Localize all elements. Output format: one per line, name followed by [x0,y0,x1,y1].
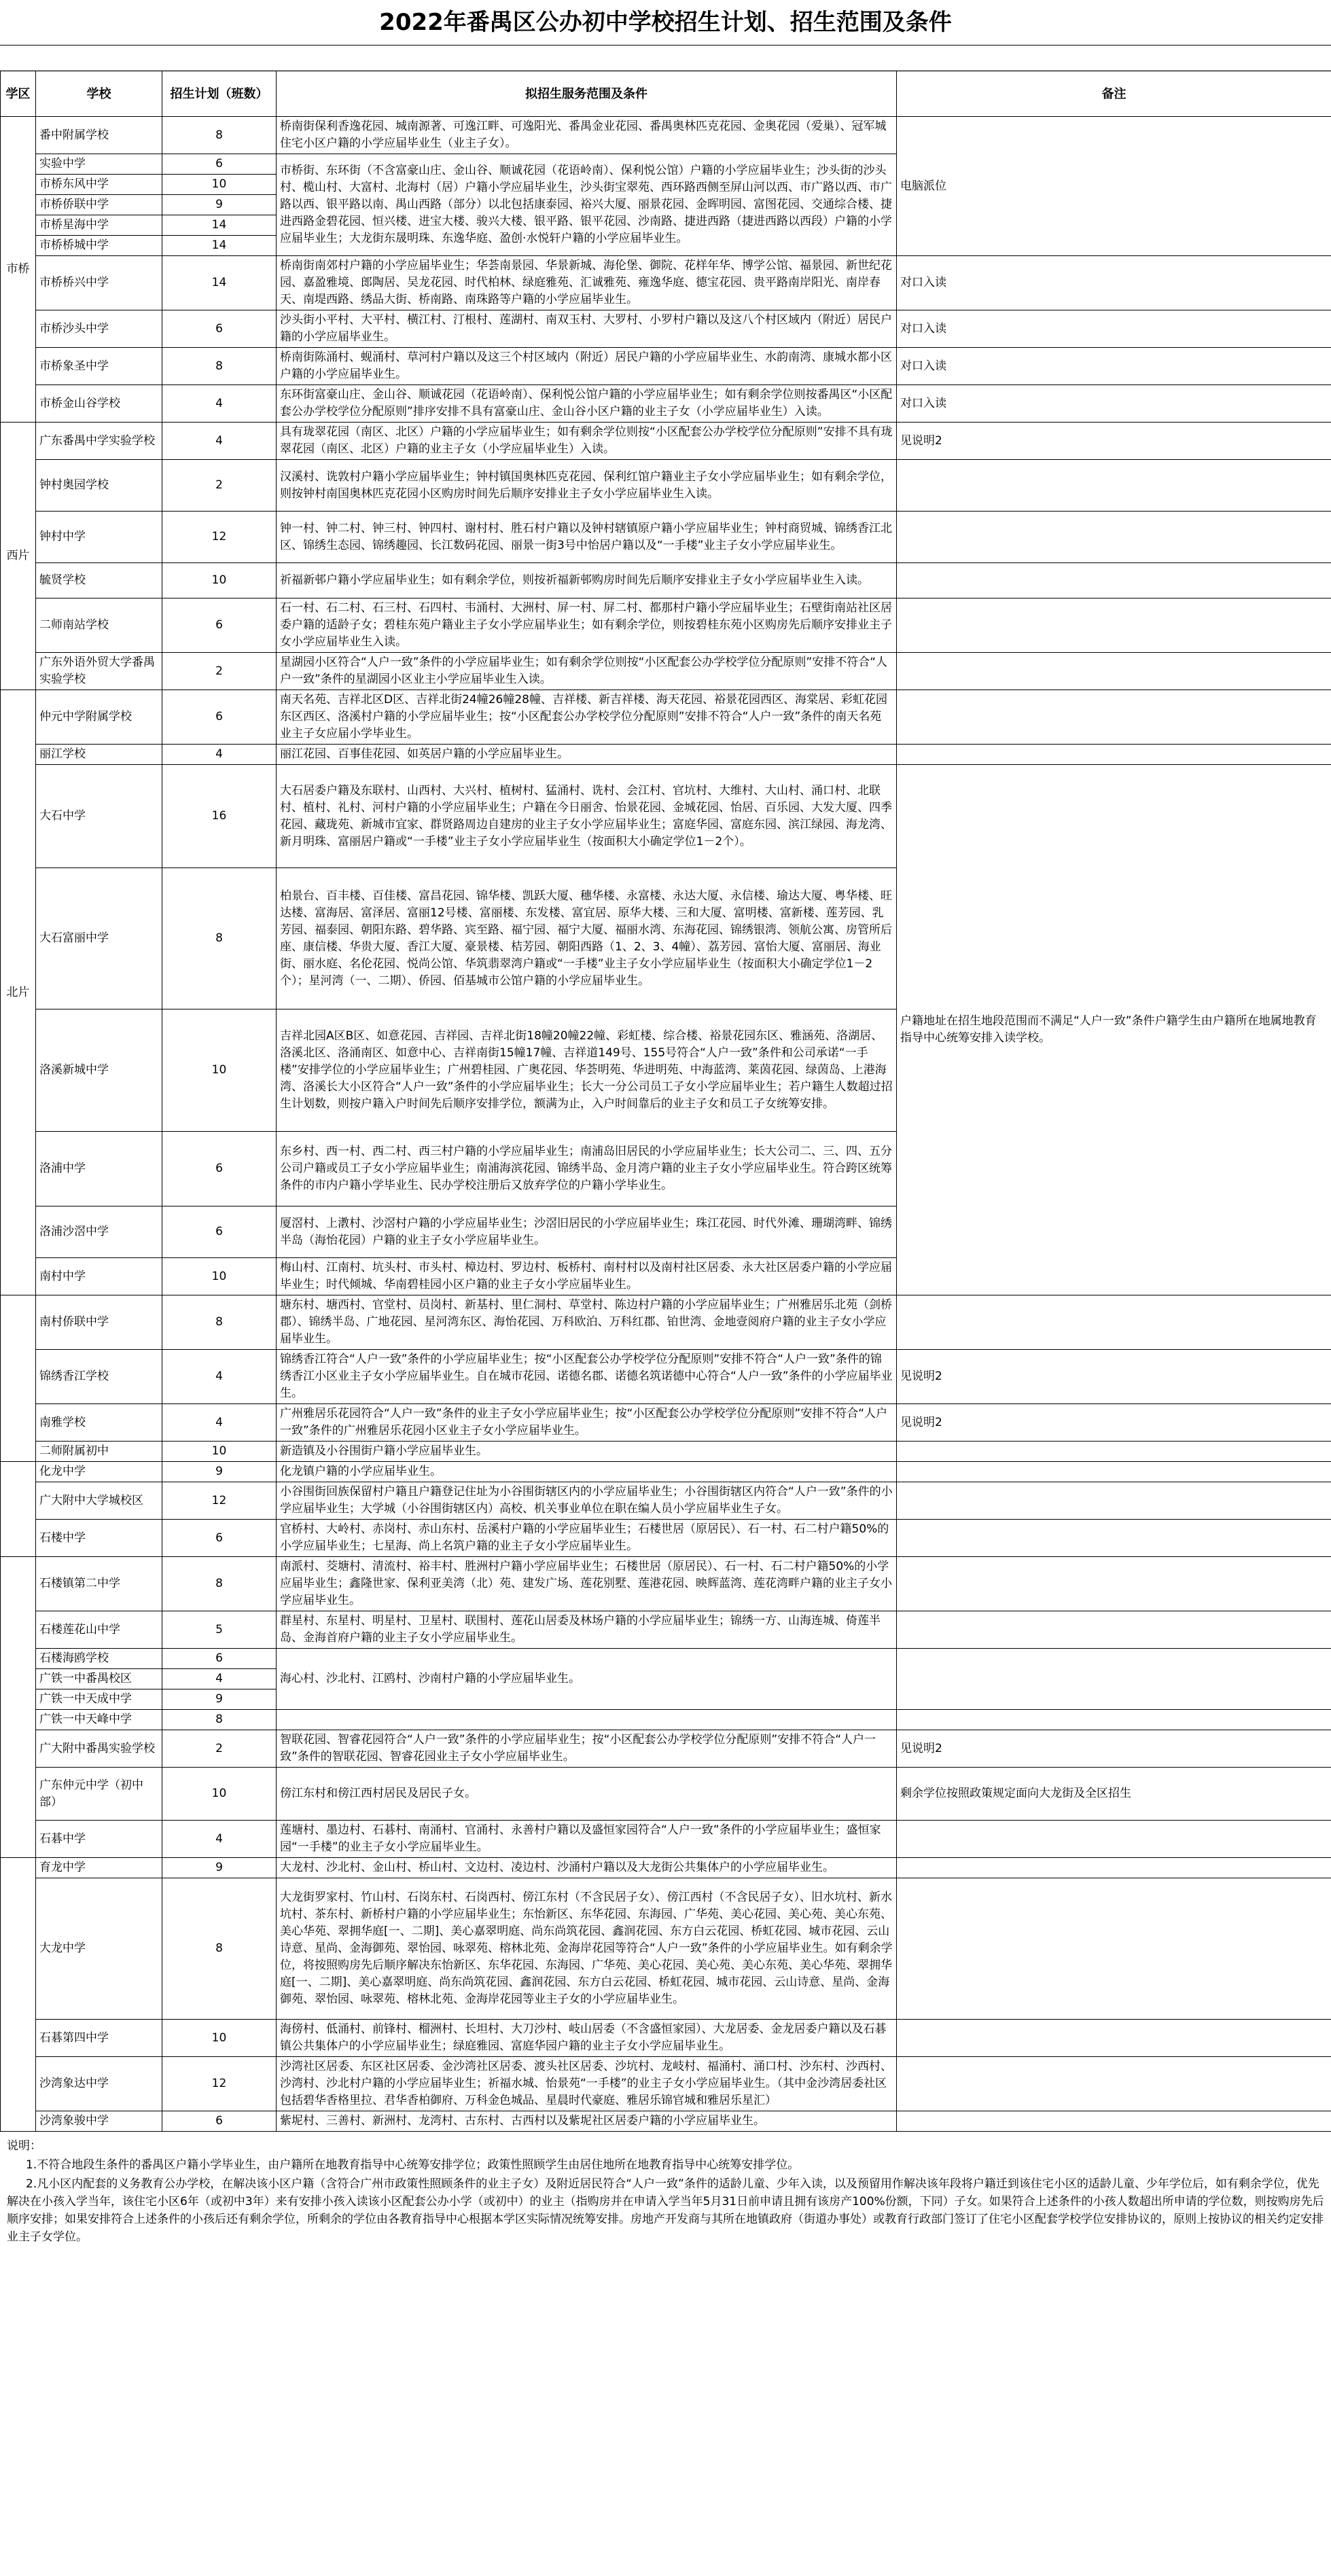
scope-cell: 柏景台、百丰楼、百佳楼、富昌花园、锦华楼、凯跃大厦、穗华楼、永富楼、永达大厦、永信楼、瑜达大厦、粤华楼、旺达楼、富海居、富泽居、富丽12号楼、富丽楼、东发楼、富宜居、原华大楼、三和大厦、富明楼、富新楼、莲芳园、乳芳园、福泰园、朝阳东路、碧华路、宾至路、福宁园、福宁大厦、福丽水湾、东海花园、锦绣银湾、领航公寓、房管所后座、康信楼、华贵大厦、香江大厦、豪景楼、桔芳园、朝阳西路（1、2、3、4幢）、荔芳园、富怡大厦、富丽居、海业街、丽水庭、名伦花园、悦尚公馆、华筑翡翠湾户籍或“一手楼”业主子女小学应届毕业生（按面积大小确定学位1－2个）；星河湾（一、二期）、侨园、佰基城市公馆户籍的小学应届毕业生。 [277,868,897,1009]
table-row [1,2111,1331,2132]
remark-cell [897,653,1331,690]
notes-section [0,2132,1331,2251]
scope-cell: 海傍村、低涌村、前锋村、榴洲村、长坦村、大刀沙村、岐山居委（不含盛恒家园）、大龙居委、金龙居委户籍以及石碁镇公共集体户的小学应届毕业生；绿庭雅园、富庭华园户籍的业主子女小学应届毕业生。 [277,2020,897,2057]
scope-cell: 新造镇及小谷围街户籍小学应届毕业生。 [277,1442,897,1462]
remark-cell [897,690,1331,745]
plan-cell: 10 [162,1768,277,1821]
plan-cell: 8 [162,868,277,1009]
plan-cell: 10 [162,2020,277,2057]
table-row [1,1520,1331,1557]
enrollment-table [0,71,1331,2132]
remark-cell: 对口入读 [897,256,1331,310]
plan-cell: 10 [162,175,277,195]
plan-cell: 2 [162,653,277,690]
plan-cell: 4 [162,1404,277,1442]
table-row [1,423,1331,460]
table-row [1,1350,1331,1404]
school-cell: 沙湾象骏中学 [36,2111,162,2132]
table-row [1,256,1331,310]
school-cell: 大石富丽中学 [36,868,162,1009]
scope-cell: 官桥村、大岭村、赤岗村、赤山东村、岳溪村户籍的小学应届毕业生；石楼世居（原居民）、石一村、石二村户籍50%的小学应届毕业生；七星海、尚上名筑户籍的业主子女小学应届毕业生。 [277,1520,897,1557]
header-remark: 备注 [897,71,1331,117]
school-cell: 锦绣香江学校 [36,1350,162,1404]
table-row [1,765,1331,868]
scope-cell: 石一村、石二村、石三村、石四村、韦涌村、大洲村、屏一村、屏二村、都那村户籍小学应届毕业生；石壁街南站社区居委户籍的适龄子女；碧桂东苑户籍业主子女小学应届毕业生；如有剩余学位，则按碧桂东苑小区购房先后顺序安排业主子女小学应届毕业生入读。 [277,598,897,653]
remark-cell: 对口入读 [897,385,1331,423]
table-row [1,1404,1331,1442]
scope-cell: 祈福新邨户籍小学应届毕业生；如有剩余学位，则按祈福新邨购房时间先后顺序安排业主子女小学应届毕业生入读。 [277,563,897,598]
school-cell: 广东仲元中学（初中部） [36,1768,162,1821]
scope-cell: 莲塘村、墨边村、石碁村、南涌村、官涌村、永善村户籍以及盛恒家园符合“人户一致”条件的小学应届毕业生；盛恒家园“一手楼”的业主子女小学应届毕业生。 [277,1821,897,1858]
remark-cell: 见说明2 [897,1350,1331,1404]
scope-cell: 汉溪村、诜敦村户籍小学应届毕业生；钟村镇国奥林匹克花园、保利红馆户籍业主子女小学应届毕业生；如有剩余学位，则按钟村南国奥林匹克花园小区购房时间先后顺序安排业主子女小学应届毕业生入读。 [277,460,897,512]
table-row [1,1611,1331,1649]
school-cell: 广东番禺中学实验学校 [36,423,162,460]
scope-cell: 广州雅居乐花园符合“人户一致”条件的业主子女小学应届毕业生；按“小区配套公办学校学位分配原则”安排不符合“人户一致”条件的广州雅居乐花园小区业主子女小学应届毕业生。 [277,1404,897,1442]
remark-cell [897,1878,1331,2020]
table-row [1,1730,1331,1768]
school-cell: 丽江学校 [36,745,162,765]
header-district: 学区 [1,71,36,117]
remark-cell [897,1821,1331,1858]
scope-cell: 沙头街小平村、大平村、横江村、汀根村、莲湖村、南双玉村、大罗村、小罗村户籍以及这八个村区域内（附近）居民户籍的小学应届毕业生。 [277,310,897,348]
remark-cell: 见说明2 [897,1404,1331,1442]
scope-cell: 市桥街、东环街（不含富豪山庄、金山谷、顺诚花园（花语岭南）、保利悦公馆）户籍的小学应届毕业生；沙头街的沙头村、榄山村、大富村、北海村（居）户籍小学应届毕业生，沙头街宝翠苑、西环路西侧至屏山河以西、市广路以西、市广路以西、银平路以南、禺山西路（部分）以北包括康泰园、裕兴大厦、丽景花园、金晖明园、富图花园、交通综合楼、捷进西路金碧花园、恒兴楼、进宝大楼、骏兴大楼、银平路、银平花园、沙南路、捷进西路（捷进西路以西段）户籍的小学应届毕业生；大龙街东晟明珠、东逸华庭、盈创·水悦轩户籍的小学应届毕业生。 [277,154,897,256]
table-row [1,512,1331,563]
school-cell: 洛浦中学 [36,1132,162,1206]
table-row [1,117,1331,154]
scope-cell: 大龙街罗家村、竹山村、石岗东村、石岗西村、傍江东村（不含民居子女）、傍江西村（不含民居子女）、旧水坑村、新水坑村、茶东村、新桥村户籍的小学应届毕业生；东怡新区、东华花园、东海园、广华苑、美心花园、美心苑、美心东苑、美心华苑、翠拥华庭[一、二期]、美心嘉翠明庭、尚东尚筑花园、鑫润花园、东方白云花园、桥虹花园、城市花园、云山诗意、星尚、金海御苑、翠怡园、咏翠苑、榕林北苑、金海岸花园等符合“人户一致”条件的小学应届毕业生。如有剩余学位，将按照购房先后顺序解决东怡新区、东华花园、东海园、广华苑、美心花园、美心苑、美心东苑、美心华苑、翠拥华庭[一、二期]、美心嘉翠明庭、尚东尚筑花园、鑫润花园、东方白云花园、桥虹花园、城市花园、云山诗意、星尚、金海御苑、翠怡园、咏翠苑、榕林北苑、金海岸花园等业主子女的小学应届毕业生。 [277,1878,897,2020]
scope-cell: 东环街富豪山庄、金山谷、顺诚花园（花语岭南）、保利悦公馆户籍的小学应届毕业生；如有剩余学位则按番禺区“小区配套公办学校学位分配原则”排序安排不具有富豪山庄、金山谷小区户籍的业主子女（小学应届毕业生）入读。 [277,385,897,423]
scope-cell [277,1710,897,1730]
table-row [1,563,1331,598]
scope-cell: 大石居委户籍及东联村、山西村、大兴村、植树村、猛涌村、诜村、会江村、官坑村、大维村、大山村、涌口村、北联村、植村、礼村、河村户籍的小学应届毕业生；户籍在今日丽舍、怡景花园、金城花园、怡居、百乐园、大发大厦、四季花园、藏珑苑、新城市宜家、群贤路周边自建房的业主子女小学应届毕业生；富庭华园、富庭东园、滨江绿园、海龙湾、新月明珠、富丽居户籍或“一手楼”业主子女小学应届毕业生（按面积大小确定学位1－2个）。 [277,765,897,868]
table-row [1,385,1331,423]
scope-cell: 吉祥北园A区B区、如意花园、吉祥园、吉祥北街18幢20幢22幢、彩虹楼、综合楼、裕景花园东区、雅涵苑、洛湖居、洛溪北区、洛涌南区、如意中心、吉祥南街15幢17幢、吉祥道149号、155号符合“人户一致”条件和公司承诺“一手楼”安排学位的小学应届毕业生；广州碧桂园、广奥花园、华荟明苑、华进明苑、中海蓝湾、莱茵花园、绿茵岛、上港海湾、洛溪长大小区符合“人户一致”条件的小学应届毕业生；长大一分公司员工子女小学应届毕业生；若户籍生人数超过招生计划数，则按户籍入户时间先后顺序安排学位，额满为止，入户时间靠后的业主子女和员工子女统筹安排。 [277,1009,897,1132]
district-cell: 北片 [1,690,36,1295]
plan-cell: 6 [162,1520,277,1557]
scope-cell: 沙湾社区居委、东区社区居委、金沙湾社区居委、渡头社区居委、沙坑村、龙岐村、福涌村、涌口村、沙东村、沙西村、沙湾村、沙北村户籍的小学应届毕业生；祈福水城、怡景苑“一手楼”的业主子女小学应届毕业生。（其中金沙湾居委社区包括碧华香格里拉、君华香柏御府、万科金色城品、星晨时代豪庭、雅居乐锦官城和雅居乐星汇） [277,2057,897,2111]
school-cell: 毓贤学校 [36,563,162,598]
plan-cell: 2 [162,1730,277,1768]
scope-cell: 梅山村、江南村、坑头村、市头村、樟边村、罗边村、板桥村、南村村以及南村社区居委、永大社区居委户籍的小学应届毕业生；时代倾城、华南碧桂园小区户籍的业主子女小学应届毕业生。 [277,1258,897,1295]
table-row [1,745,1331,765]
scope-cell: 紫坭村、三善村、新洲村、龙湾村、古东村、古西村以及紫坭社区居委户籍的小学应届毕业生。 [277,2111,897,2132]
school-cell: 钟村奥园学校 [36,460,162,512]
table-row [1,2020,1331,2057]
school-cell: 石楼莲花山中学 [36,1611,162,1649]
plan-cell: 6 [162,690,277,745]
table-row [1,1462,1331,1482]
blank-row [0,46,1331,71]
notes-heading: 说明： [7,2139,41,2153]
table-row [1,1858,1331,1878]
plan-cell: 10 [162,1442,277,1462]
scope-cell: 桥南街保利香逸花园、城南源著、可逸江畔、可逸阳光、番禺金业花园、番禺奥林匹克花园、金奥花园（爱巢）、冠军城住宅小区户籍的小学应届毕业生（业主子女）。 [277,117,897,154]
remark-cell [897,1442,1331,1462]
school-cell: 市桥星海中学 [36,215,162,236]
scope-cell: 厦滘村、上漖村、沙滘村户籍的小学应届毕业生；沙滘旧居民的小学应届毕业生；珠江花园、时代外滩、珊瑚湾畔、锦绣半岛（海怡花园）户籍的业主子女小学应届毕业生。 [277,1206,897,1258]
plan-cell: 14 [162,236,277,256]
scope-cell: 南天名苑、吉祥北区D区、吉祥北街24幢26幢28幢、吉祥楼、新吉祥楼、海天花园、裕景花园西区、海棠居、彩虹花园东区西区、洛溪村户籍的小学应届毕业生；按“小区配套公办学校学位分配原则”安排不符合“人户一致”条件的南天名苑业主子女应届小学毕业生。 [277,690,897,745]
note-item: 1.不符合地段生条件的番禺区户籍小学毕业生，由户籍所在地教育指导中心统筹安排学位；政策性照顾学生由居住地所在地教育指导中心统筹安排学位。 [26,2158,800,2172]
district-cell: 市桥 [1,117,36,423]
plan-cell: 14 [162,256,277,310]
remark-cell [897,2057,1331,2111]
remark-cell: 见说明2 [897,1730,1331,1768]
district-cell [1,1557,36,1858]
school-cell: 市桥金山谷学校 [36,385,162,423]
table-row [1,1482,1331,1520]
school-cell: 大龙中学 [36,1878,162,2020]
school-cell: 石碁第四中学 [36,2020,162,2057]
scope-cell: 傍江东村和傍江西村居民及居民子女。 [277,1768,897,1821]
plan-cell: 2 [162,460,277,512]
remark-cell [897,563,1331,598]
plan-cell: 4 [162,1821,277,1858]
plan-cell: 8 [162,117,277,154]
plan-cell: 6 [162,1132,277,1206]
table-row [1,1821,1331,1858]
table-row [1,1649,1331,1669]
remark-cell [897,1710,1331,1730]
remark-cell [897,512,1331,563]
school-cell: 大石中学 [36,765,162,868]
remark-cell [897,1557,1331,1611]
remark-cell [897,1611,1331,1649]
scope-cell: 锦绣香江符合“人户一致”条件的小学应届毕业生；按“小区配套公办学校学位分配原则”安排不符合“人户一致”条件的锦绣香江小区业主子女小学应届毕业生。自在城市花园、诺德名郡、诺德名筑诺德中心符合“人户一致”条件的小学应届毕业生。 [277,1350,897,1404]
school-cell: 广铁一中番禺校区 [36,1669,162,1689]
header-school: 学校 [36,71,162,117]
table-row [1,310,1331,348]
remark-cell [897,745,1331,765]
remark-cell [897,598,1331,653]
table-header-row [1,71,1331,117]
plan-cell: 12 [162,512,277,563]
plan-cell: 10 [162,1258,277,1295]
plan-cell: 6 [162,598,277,653]
school-cell: 南村中学 [36,1258,162,1295]
school-cell: 化龙中学 [36,1462,162,1482]
scope-cell: 塘东村、塘西村、官堂村、员岗村、新基村、里仁洞村、草堂村、陈边村户籍的小学应届毕业生；广州雅居乐北苑（剑桥郡）、锦绣半岛、广地花园、星河湾东区、海怡花园、万科欧泊、万科红郡、铂世湾、金地壹阅府户籍的业主子女小学应届毕业生。 [277,1295,897,1350]
table-row [1,1442,1331,1462]
remark-cell [897,1520,1331,1557]
school-cell: 市桥侨联中学 [36,195,162,215]
remark-cell [897,2020,1331,2057]
school-cell: 二师南站学校 [36,598,162,653]
scope-cell: 丽江花园、百事佳花园、如英居户籍的小学应届毕业生。 [277,745,897,765]
plan-cell: 6 [162,1206,277,1258]
district-cell [1,1858,36,2132]
school-cell: 市桥桥城中学 [36,236,162,256]
scope-cell: 海心村、沙北村、江鸥村、沙南村户籍的小学应届毕业生。 [277,1649,897,1710]
table-row [1,348,1331,385]
school-cell: 仲元中学附属学校 [36,690,162,745]
scope-cell: 钟一村、钟二村、钟三村、钟四村、谢村村、胜石村户籍以及钟村辖镇原户籍小学应届毕业生；钟村商贸城、锦绣香江北区、锦绣生态园、锦绣趣园、长江数码花园、丽景一街3号中怡居户籍以及“一手楼”业主子女小学应届毕业生。 [277,512,897,563]
table-row [1,690,1331,745]
table-row [1,1295,1331,1350]
plan-cell: 4 [162,1669,277,1689]
school-cell: 南雅学校 [36,1404,162,1442]
remark-cell [897,2111,1331,2132]
table-row [1,2057,1331,2111]
table-row [1,1768,1331,1821]
remark-cell: 见说明2 [897,423,1331,460]
remark-cell [897,1462,1331,1482]
plan-cell: 16 [162,765,277,868]
district-cell [1,1462,36,1557]
scope-cell: 桥南街陈涌村、蚬涌村、草河村户籍以及这三个村区域内（附近）居民户籍的小学应届毕业生、水韵南湾、康城水都小区户籍的小学应届毕业生。 [277,348,897,385]
school-cell: 石楼镇第二中学 [36,1557,162,1611]
page-title: 2022年番禺区公办初中学校招生计划、招生范围及条件 [0,0,1331,46]
plan-cell: 5 [162,1611,277,1649]
header-scope: 拟招生服务范围及条件 [277,71,897,117]
plan-cell: 4 [162,745,277,765]
table-row [1,1878,1331,2020]
plan-cell: 6 [162,2111,277,2132]
plan-cell: 9 [162,1689,277,1710]
school-cell: 钟村中学 [36,512,162,563]
table-body [1,117,1331,2132]
table-row [1,598,1331,653]
remark-cell [897,1858,1331,1878]
district-cell: 西片 [1,423,36,690]
remark-cell: 户籍地址在招生地段范围而不满足“人户一致”条件户籍学生由户籍所在地属地教育指导中心统筹安排入读学校。 [897,765,1331,1295]
header-plan: 招生计划（班数） [162,71,277,117]
remark-cell [897,1482,1331,1520]
school-cell: 石楼中学 [36,1520,162,1557]
school-cell: 石碁中学 [36,1821,162,1858]
plan-cell: 4 [162,385,277,423]
table-row [1,1557,1331,1611]
plan-cell: 6 [162,154,277,175]
plan-cell: 6 [162,310,277,348]
plan-cell: 8 [162,1295,277,1350]
plan-cell: 6 [162,1649,277,1669]
table-row [1,653,1331,690]
scope-cell: 具有珑翠花园（南区、北区）户籍的小学应届毕业生；如有剩余学位则按“小区配套公办学校学位分配原则”安排不具有珑翠花园（南区、北区）户籍的业主子女（小学应届毕业生）入读。 [277,423,897,460]
scope-cell: 群星村、东星村、明星村、卫星村、联围村、莲花山居委及林场户籍的小学应届毕业生；锦绣一方、山海连城、倚莲半岛、金海首府户籍的业主子女小学应届毕业生。 [277,1611,897,1649]
plan-cell: 10 [162,1009,277,1132]
plan-cell: 4 [162,1350,277,1404]
scope-cell: 桥南街南郊村户籍的小学应届毕业生；华荟南景园、华景新城、海伦堡、御院、花样年华、博学公馆、福景园、新世纪花园、嘉盈雅境、郎陶居、吴龙花园、时代柏林、绿庭雅苑、汇诚雅苑、雍逸华庭、德宝花园、贵平路南岸阳光、南岸春天、南堤西路、绣品大街、桥南路、南珠路等户籍的小学应届毕业生。 [277,256,897,310]
table-row [1,1710,1331,1730]
remark-cell: 对口入读 [897,310,1331,348]
remark-cell [897,1295,1331,1350]
remark-cell: 对口入读 [897,348,1331,385]
district-cell [1,1295,36,1462]
school-cell: 广大附中番禺实验学校 [36,1730,162,1768]
school-cell: 南村侨联中学 [36,1295,162,1350]
school-cell: 广东外语外贸大学番禺实验学校 [36,653,162,690]
plan-cell: 8 [162,1878,277,2020]
remark-cell [897,460,1331,512]
note-item: 2.凡小区内配套的义务教育公办学校，在解决该小区户籍（含符合广州市政策性照顾条件的业主子女）及附近居民符合“人户一致”条件的适龄儿童、少年入读，以及预留用作解决该年段将户籍迁到该住宅小区的适龄儿童、少年学位后，如有剩余学位，优先解决在小孩入学当年，该住宅小区6年（或初中3年）来有安排小孩入读该小区配套公办小学（或初中）的业主（指购房并在申请入学当年5月31日前申请且拥有该房产100%份额，下同）子女。如果符合上述条件的小孩人数超出所申请的学位数，则按购房先后顺序安排；如果安排符合上述条件的小孩后还有剩余学位，所剩余的学位由各教育指导中心根据本学区实际情况统筹安排。房地产开发商与其所在地镇政府（街道办事处）或教育行政部门签订了住宅小区配套学校学位安排协议的，原则上按协议的相关约定安排业主子女学位。 [7,2177,1324,2244]
scope-cell: 星湖园小区符合“人户一致”条件的小学应届毕业生；如有剩余学位则按“小区配套公办学校学位分配原则”安排不符合“人户一致”条件的星湖园小区业主小学应届毕业生入读。 [277,653,897,690]
plan-cell: 8 [162,348,277,385]
plan-cell: 9 [162,195,277,215]
remark-cell [897,1649,1331,1710]
school-cell: 市桥桥兴中学 [36,256,162,310]
school-cell: 洛溪新城中学 [36,1009,162,1132]
remark-cell: 电脑派位 [897,117,1331,256]
plan-cell: 12 [162,2057,277,2111]
school-cell: 石楼海鸥学校 [36,1649,162,1669]
school-cell: 沙湾象达中学 [36,2057,162,2111]
plan-cell: 9 [162,1462,277,1482]
school-cell: 洛浦沙滘中学 [36,1206,162,1258]
plan-cell: 8 [162,1710,277,1730]
school-cell: 二师附属初中 [36,1442,162,1462]
plan-cell: 12 [162,1482,277,1520]
school-cell: 市桥沙头中学 [36,310,162,348]
plan-cell: 10 [162,563,277,598]
scope-cell: 东乡村、西一村、西二村、西三村户籍的小学应届毕业生；南浦岛旧居民的小学应届毕业生；长大公司二、三、四、五分公司户籍或员工子女小学应届毕业生；南浦海滨花园、锦绣半岛、金月湾户籍的业主子女小学应届毕业生。符合跨区统筹条件的市内户籍小学毕业生、民办学校注册后又放弃学位的户籍小学毕业生。 [277,1132,897,1206]
school-cell: 育龙中学 [36,1858,162,1878]
table-row [1,460,1331,512]
plan-cell: 9 [162,1858,277,1878]
scope-cell: 大龙村、沙北村、金山村、桥山村、文边村、凌边村、沙涌村户籍以及大龙街公共集体户的小学应届毕业生。 [277,1858,897,1878]
plan-cell: 14 [162,215,277,236]
plan-cell: 4 [162,423,277,460]
school-cell: 广铁一中天成中学 [36,1689,162,1710]
school-cell: 广大附中大学城校区 [36,1482,162,1520]
school-cell: 番中附属学校 [36,117,162,154]
scope-cell: 化龙镇户籍的小学应届毕业生。 [277,1462,897,1482]
school-cell: 市桥象圣中学 [36,348,162,385]
scope-cell: 智联花园、智睿花园符合“人户一致”条件的小学应届毕业生；按“小区配套公办学校学位分配原则”安排不符合“人户一致”条件的智联花园、智睿花园业主子女小学应届毕业生。 [277,1730,897,1768]
school-cell: 市桥东风中学 [36,175,162,195]
remark-cell: 剩余学位按照政策规定面向大龙街及全区招生 [897,1768,1331,1821]
scope-cell: 南派村、茭塘村、清流村、裕丰村、胜洲村户籍小学应届毕业生；石楼世居（原居民）、石一村、石二村户籍50%的小学应届毕业生；鑫隆世家、保利亚美湾（北）苑、建发广场、莲花别墅、莲港花园、映辉蓝湾、莲花湾畔户籍的业主子女小学应届毕业生。 [277,1557,897,1611]
school-cell: 实验中学 [36,154,162,175]
plan-cell: 8 [162,1557,277,1611]
school-cell: 广铁一中天峰中学 [36,1710,162,1730]
scope-cell: 小谷围街回族保留村户籍且户籍登记住址为小谷围街辖区内的小学应届毕业生；小谷围街辖区内符合“人户一致”条件的小学应届毕业生；大学城（小谷围街辖区内）高校、机关事业单位在职在编人员小学应届毕业生子女。 [277,1482,897,1520]
